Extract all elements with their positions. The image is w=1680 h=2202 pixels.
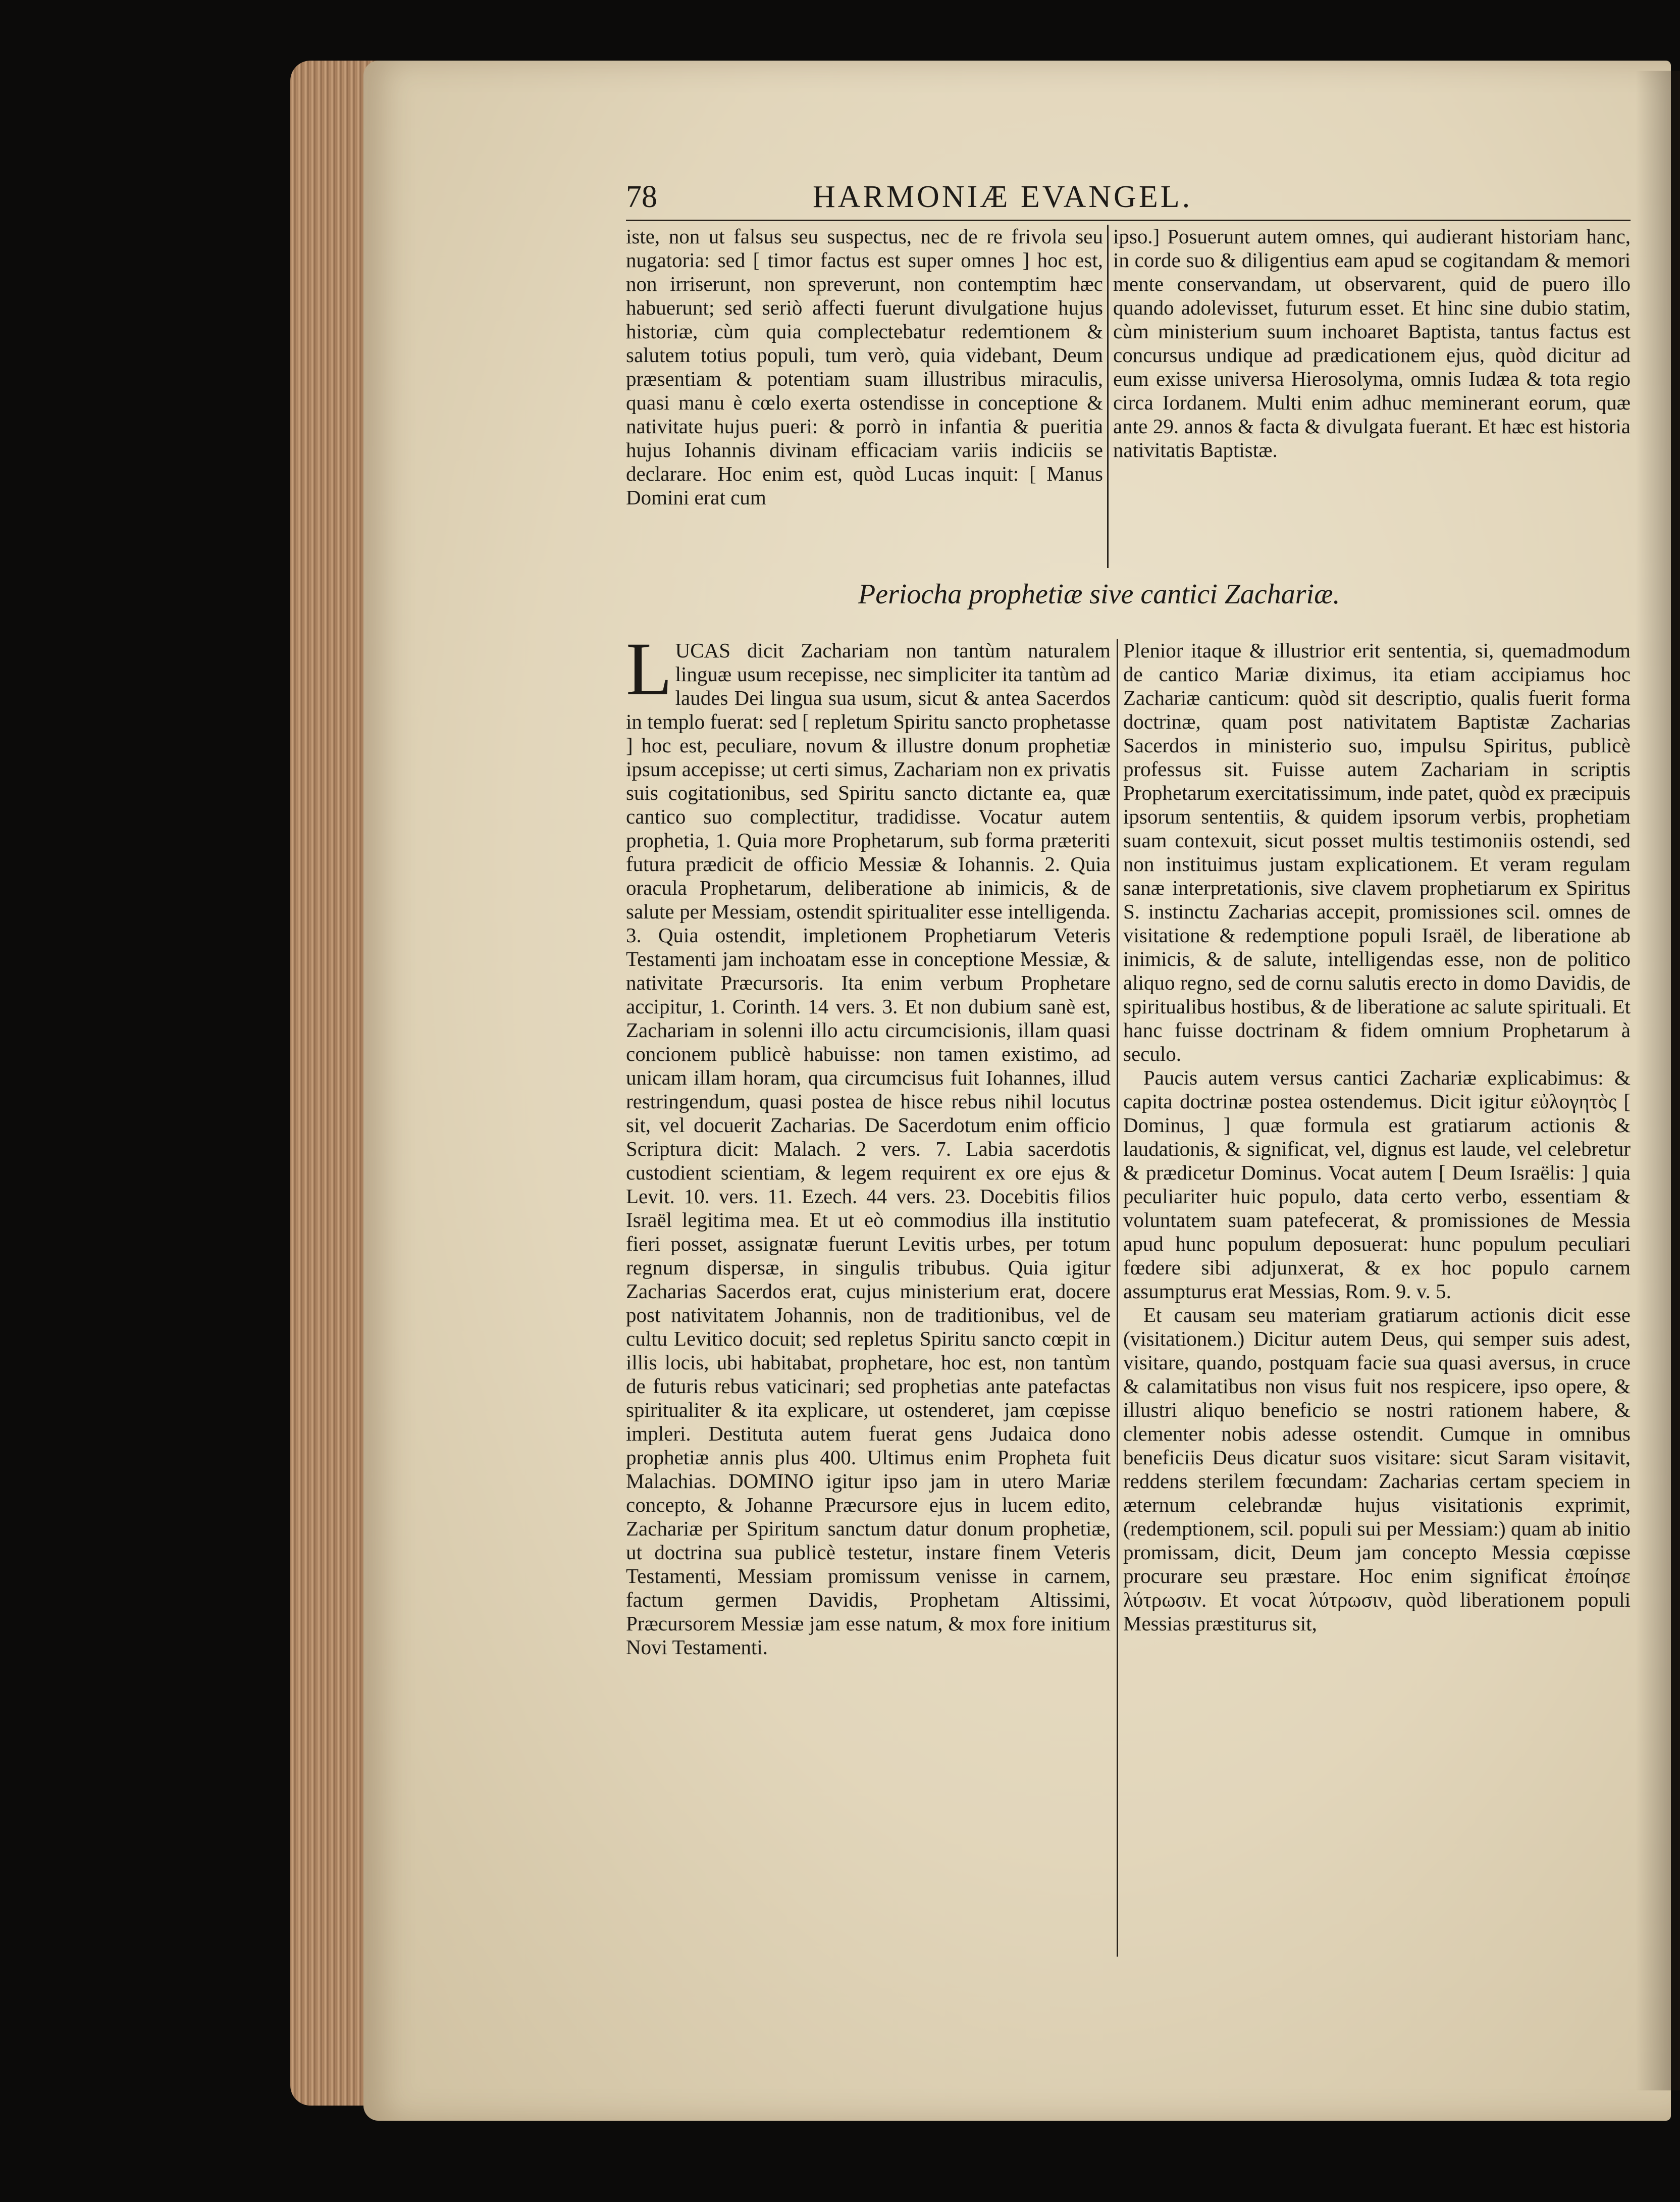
lower-left-column: [626, 627, 1111, 1659]
gutter-shadow: [1636, 71, 1680, 2090]
running-head: HARMONIÆ EVANGEL.: [813, 180, 1193, 214]
lower-right-paragraph-3: Et causam seu materiam gratiarum actionis dicit esse (visitationem.) Dicitur autem Deus, qui semper suis adest, visitare, quando, postquam facie sua quasi aversus, in cruce & calamitatibus non visus fuit nos respicere, ipso opere, & illustri aliquo beneficio se nostri rationem habere, & clementer nobis adesse ostendit. Cumque in omnibus beneficiis Deus dicatur suos visitare: sicut Saram visitavit, reddens sterilem fœcundam: Zacharias certam speciem in æternum celebrandæ hujus visitationis exprimit, (redemptionem, scil. populi sui per Messiam:) quam ab initio promissam, dicit, Deum jam concepto Messia cœpisse procurare seu præstare. Hoc enim significat ἐποίησε λύτρωσιν. Et vocat λύτρωσιν, quòd liberationem populi Messias præstiturus sit,: [1123, 1303, 1631, 1635]
header-rule: [626, 220, 1631, 221]
section-title: Periocha prophetiæ sive cantici Zachariæ.: [858, 579, 1340, 610]
drop-cap: L: [626, 627, 672, 711]
upper-left-text: iste, non ut falsus seu suspectus, nec de re frivola seu nugatoria: sed [ timor factus est super omnes ] hoc est, non irriserunt, non spreverunt, non contemptim hæc habuerunt; sed seriò affecti fuerunt divulgatione hujus historiæ, cùm quia complectebatur redemtionem & salutem totius populi, tum verò, quia videbant, Deum præsentiam & potentiam suam illustribus miraculis, quasi manu è cœlo exerta ostendisse in conceptione & nativitate hujus pueri: & porrò in infantia & pueritia hujus Iohannis divinam efficaciam variis indiciis se declarare. Hoc enim est, quòd Lucas inquit: [ Manus Domini erat cum: [626, 225, 1103, 509]
upper-left-column: [626, 225, 1103, 509]
lower-right-column: [1123, 639, 1631, 1635]
page-header: [626, 179, 1631, 215]
column-divider-top: [1107, 225, 1109, 568]
column-divider-bottom: [1117, 639, 1118, 1957]
page-number: 78: [626, 180, 657, 214]
upper-right-column: [1113, 225, 1631, 462]
lower-right-paragraph-1: Plenior itaque & illustrior erit sententia, si, quemadmodum de cantico Mariæ diximus, ita etiam accipiamus hoc Zachariæ canticum: quòd sit descriptio, qualis fuerit forma doctrinæ, quam post nativitatem Baptistæ Zacharias Sacerdos in ministerio suo, impulsu Spiritus, publicè professus sit. Fuisse autem Zachariam in scriptis Prophetarum exercitatissimum, inde patet, quòd ex præcipuis ipsorum sententiis, & quidem ipsorum verbis, prophetiam suam contexuit, sicut posset multis testimoniis ostendi, sed non instituimus justam explicationem. Et veram regulam sanæ interpretationis, sive clavem prophetiarum ex Spiritus S. instinctu Zacharias accepit, promissiones scil. omnes de visitatione & redemptione populi Israël, de liberatione ab inimicis, & de salute, intelligendas esse, non de politico aliquo regno, sed de cornu salutis erecto in domo Davidis, de spiritualibus hostibus, & de liberatione ac salute spirituali. Et hanc fuisse doctrinam & fidem omnium Prophetarum à seculo.: [1123, 639, 1631, 1065]
upper-right-text: ipso.] Posuerunt autem omnes, qui audierant historiam hanc, in corde suo & diligentius eam apud se cogitandam & memori mente conservandam, ut observarent, quid de puero illo quando adolevisset, futurum esset. Et hinc sine dubio statim, cùm ministerium suum inchoaret Baptista, tantus factus est concursus undique ad prædicationem ejus, quòd dicitur ad eum exisse universa Hierosolyma, omnis Iudæa & tota regio circa Iordanem. Multi enim adhuc meminerant eorum, quæ ante 29. annos & facta & divulgata fuerant. Et hæc est historia nativitatis Baptistæ.: [1113, 225, 1631, 462]
lower-right-paragraph-2: Paucis autem versus cantici Zachariæ explicabimus: & capita doctrinæ postea ostendemus. Dicit igitur εὐλογητὸς [ Dominus, ] quæ formula est gratiarum actionis & laudationis, & significat, vel, dignus est laude, vel celebretur & prædicetur Dominus. Vocat autem [ Deum Israëlis: ] quia peculiariter huic populo, data certo verbo, essentiam & voluntatem suam patefecerat, & promissiones de Messia apud hunc populum deposuerat: hunc populum peculiari fœdere sibi adjunxerat, & ex hoc populo carnem assumpturus erat Messias, Rom. 9. v. 5.: [1123, 1066, 1631, 1303]
lower-left-text: UCAS dicit Zachariam non tantùm naturalem linguæ usum recepisse, nec simpliciter ita tantùm ad laudes Dei lingua sua usum, sicut & antea Sacerdos in templo fuerat: sed [ repletum Spiritu sancto prophetasse ] hoc est, peculiare, novum & illustre donum prophetiæ ipsum accepisse; ut certi simus, Zachariam non ex privatis suis cogitationibus, sed Spiritu sancto dictante ea, quæ cantico suo complectitur, tradidisse. Vocatur autem prophetia, 1. Quia more Prophetarum, sub forma præteriti futura prædicit de officio Messiæ & Iohannis. 2. Quia oracula Prophetarum, deliberatione ab inimicis, & de salute per Messiam, ostendit spiritualiter esse intelligenda. 3. Quia ostendit, impletionem Prophetiarum Veteris Testamenti jam inchoatam esse in conceptione Messiæ, & nativitate Præcursoris. Ita enim verbum Prophetare accipitur, 1. Corinth. 14 vers. 3. Et non dubium sanè est, Zachariam in solenni illo actu circumcisionis, illam quasi concionem publicè habuisse: non tamen existimo, ad unicam illam horam, qua circumcisus fuit Iohannes, illud restringendum, quasi postea de hisce rebus nihil locutus sit, vel docuerit Zacharias. De Sacerdotum enim officio Scriptura dicit: Malach. 2 vers. 7. Labia sacerdotis custodient scientiam, & legem requirent ex ore ejus & Levit. 10. vers. 11. Ezech. 44 vers. 23. Docebitis filios Israël legitima mea. Et ut eò commodius illa institutio fieri posset, assignatæ fuerunt Levitis urbes, per totum regnum dispersæ, in singulis tribubus. Quia igitur Zacharias Sacerdos erat, cujus ministerium erat, docere post nativitatem Johannis, non de traditionibus, vel de cultu Levitico docuit; sed repletus Spiritu sancto cœpit in illis locis, ubi habitabat, prophetare, hoc est, non tantùm de futuris rebus vaticinari; sed prophetias ante patefactas spiritualiter & ita explicare, ut ostenderet, jam cœpisse impleri. Destituta autem fuerat gens Judaica dono prophetiæ annis plus 400. Ultimus enim Propheta fuit Malachias. DOMINO igitur ipso jam in utero Mariæ concepto, & Johanne Præcursore ejus in lucem edito, Zachariæ per Spiritum sanctum datur donum prophetiæ, ut doctrina sua publicè testetur, instare finem Veteris Testamenti, Messiam promissum venisse in carnem, factum germen Davidis, Prophetam Altissimi, Præcursorem Messiæ jam esse natum, & mox fore initium Novi Testamenti.: [626, 639, 1111, 1659]
